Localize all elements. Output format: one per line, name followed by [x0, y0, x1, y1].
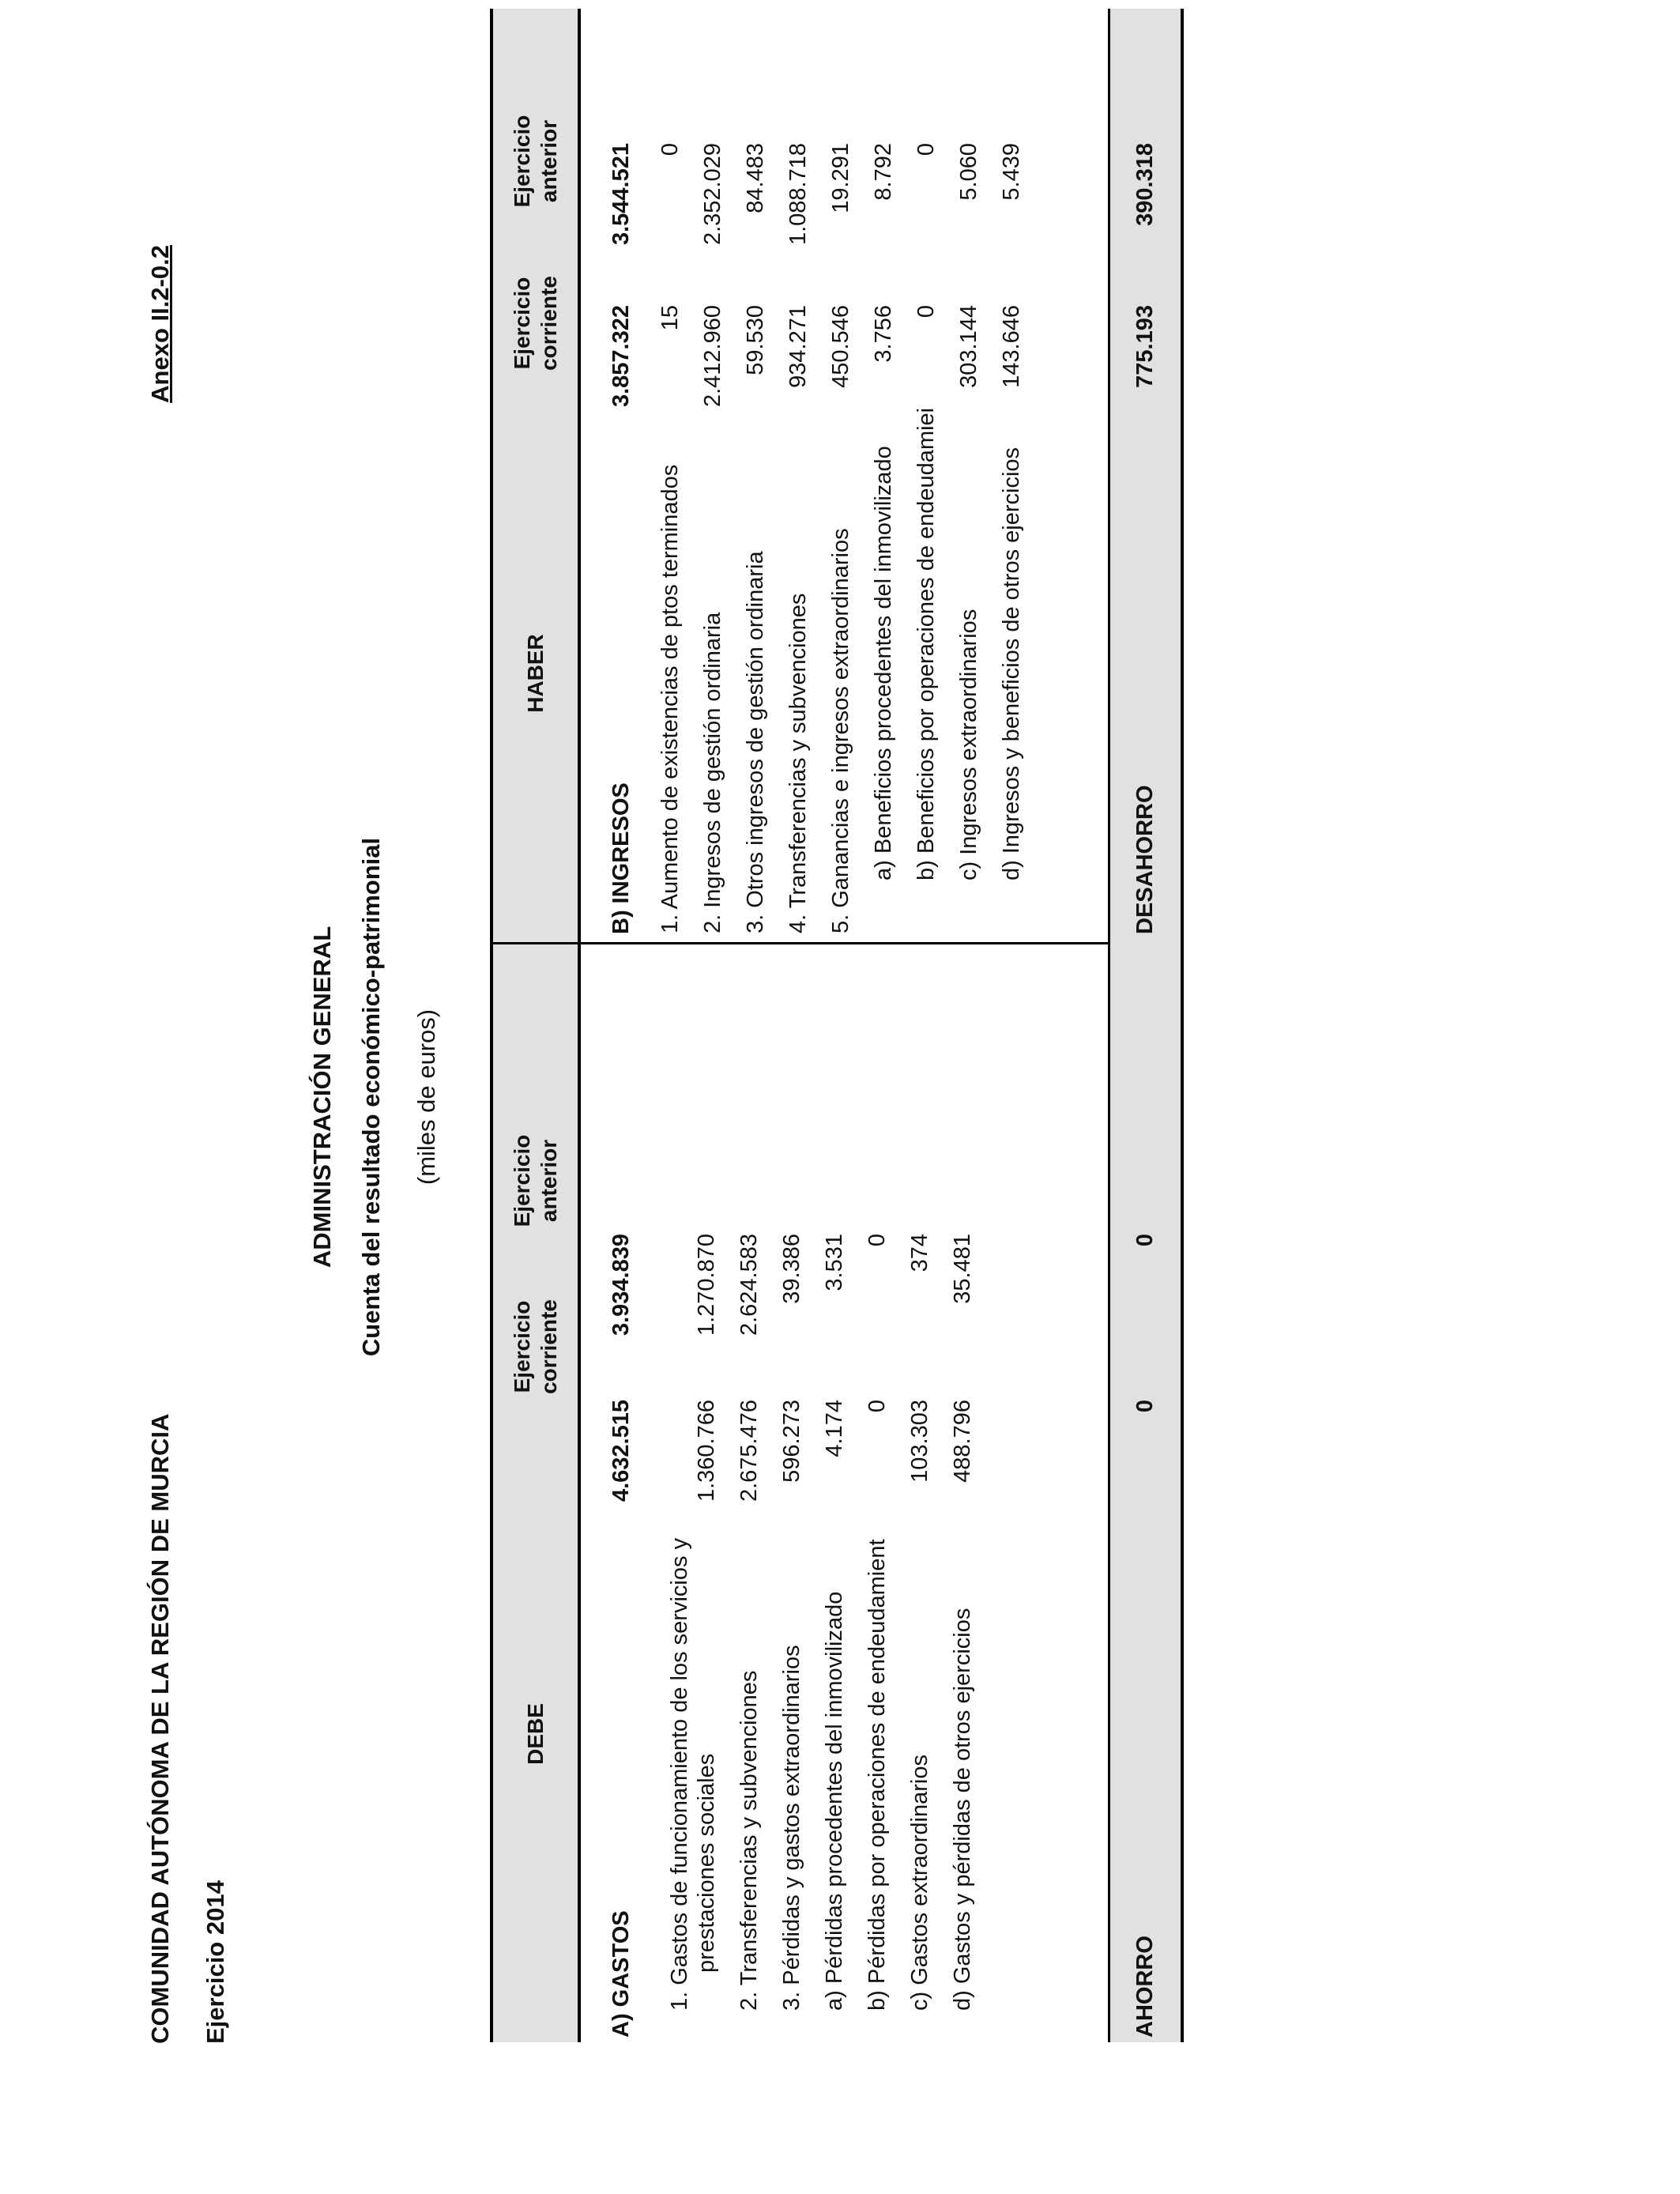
haber-row-4-previous: 1.088.718 — [785, 143, 811, 246]
ahorro-current: 0 — [1132, 1400, 1158, 1413]
debe-row-3c-previous: 374 — [907, 1234, 932, 1272]
haber-row-3: 3. Otros ingresos de gestión ordinaria — [743, 551, 768, 933]
haber-row-2: 2. Ingresos de gestión ordinaria — [700, 612, 725, 933]
debe-row-3-current: 596.273 — [779, 1400, 804, 1483]
haber-row-2-current: 2.412.960 — [700, 305, 725, 408]
haber-row-1-current: 15 — [657, 305, 683, 331]
debe-row-3-previous: 39.386 — [779, 1234, 804, 1304]
organization-name: COMUNIDAD AUTÓNOMA DE LA REGIÓN DE MURCIA — [146, 1413, 174, 2044]
haber-row-5c: c) Ingresos extraordinarios — [956, 609, 981, 880]
debe-row-2: 2. Transferencias y subvenciones — [736, 1670, 762, 2011]
haber-section-current: 3.857.322 — [608, 305, 634, 408]
fiscal-year: Ejercicio 2014 — [202, 1880, 229, 2044]
haber-row-5d-previous: 5.439 — [999, 143, 1024, 201]
haber-row-1-previous: 0 — [657, 143, 683, 156]
haber-row-5a: a) Beneficios procedentes del inmovilizado — [871, 446, 896, 880]
haber-row-2-previous: 2.352.029 — [700, 143, 725, 246]
debe-row-3c-current: 103.303 — [907, 1400, 932, 1483]
debe-section-previous: 3.934.839 — [608, 1234, 634, 1336]
debe-row-3c: c) Gastos extraordinarios — [907, 1755, 932, 2011]
haber-row-5b-current: 0 — [913, 305, 939, 319]
debe-row-3d-previous: 35.481 — [950, 1234, 975, 1304]
haber-row-5a-current: 3.756 — [871, 305, 896, 363]
haber-row-5d-current: 143.646 — [999, 305, 1024, 388]
debe-row-3a-current: 4.174 — [822, 1400, 847, 1457]
report-title: ADMINISTRACIÓN GENERAL — [308, 925, 336, 1269]
debe-row-3b-current: 0 — [864, 1400, 890, 1413]
haber-row-3-current: 59.530 — [743, 305, 768, 375]
haber-row-5c-previous: 5.060 — [956, 143, 981, 201]
haber-section-previous: 3.544.521 — [608, 143, 634, 246]
debe-row-3: 3. Pérdidas y gastos extraordinarios — [779, 1645, 804, 2011]
haber-col-current: Ejercicio corriente — [509, 276, 561, 371]
debe-heading: DEBE — [522, 1703, 548, 1765]
desahorro-previous: 390.318 — [1132, 143, 1158, 226]
debe-col-current: Ejercicio corriente — [509, 1299, 561, 1394]
haber-col-previous: Ejercicio anterior — [509, 115, 561, 208]
debe-row-3a: a) Pérdidas procedentes del inmovilizado — [822, 1591, 847, 2011]
debe-row-1-line2: prestaciones sociales — [694, 1753, 719, 1973]
haber-section-label: B) INGRESOS — [608, 782, 634, 934]
debe-row-2-previous: 2.624.583 — [736, 1234, 762, 1336]
debe-row-3a-previous: 3.531 — [822, 1234, 847, 1291]
annex-reference: Anexo II.2-0.2 — [146, 245, 174, 403]
totals-footer-band — [1108, 9, 1184, 2042]
debe-col-previous: Ejercicio anterior — [509, 1134, 561, 1227]
haber-row-5b-previous: 0 — [913, 143, 939, 156]
income-statement-table — [490, 9, 1184, 2042]
desahorro-current: 775.193 — [1132, 305, 1158, 388]
haber-row-5-previous: 19.291 — [828, 143, 853, 213]
debe-row-3b-previous: 0 — [864, 1234, 890, 1247]
debe-row-1-previous: 1.270.870 — [694, 1234, 719, 1336]
haber-row-5c-current: 303.144 — [956, 305, 981, 388]
debe-row-3b: b) Pérdidas por operaciones de endeudamient — [864, 1539, 890, 2011]
debe-row-1-line1: 1. Gastos de funcionamiento de los servicios y — [667, 1537, 692, 2011]
debe-row-1-current: 1.360.766 — [694, 1400, 719, 1502]
haber-row-5a-previous: 8.792 — [871, 143, 896, 201]
haber-row-4-current: 934.271 — [785, 305, 811, 388]
haber-row-1: 1. Aumento de existencias de ptos terminados — [657, 464, 683, 933]
ahorro-previous: 0 — [1132, 1234, 1158, 1247]
debe-row-2-current: 2.675.476 — [736, 1400, 762, 1502]
debe-row-3d: d) Gastos y pérdidas de otros ejercicios — [950, 1608, 975, 2011]
haber-row-5-current: 450.546 — [828, 305, 853, 388]
haber-heading: HABER — [522, 634, 548, 713]
debe-section-label: A) GASTOS — [608, 1910, 634, 2038]
haber-row-4: 4. Transferencias y subvenciones — [785, 593, 811, 933]
column-divider — [490, 942, 1184, 944]
report-subtitle: Cuenta del resultado económico-patrimonial — [357, 837, 385, 1357]
debe-row-3d-current: 488.796 — [950, 1400, 975, 1483]
haber-row-3-previous: 84.483 — [743, 143, 768, 213]
haber-row-5d: d) Ingresos y beneficios de otros ejercicios — [999, 447, 1024, 880]
haber-row-5: 5. Ganancias e ingresos extraordinarios — [828, 528, 853, 933]
desahorro-label: DESAHORRO — [1132, 785, 1158, 934]
ahorro-label: AHORRO — [1132, 1936, 1158, 2038]
haber-row-5b: b) Beneficios por operaciones de endeudamiei — [913, 407, 939, 880]
debe-section-current: 4.632.515 — [608, 1400, 634, 1502]
report-units: (miles de euros) — [412, 1008, 440, 1186]
